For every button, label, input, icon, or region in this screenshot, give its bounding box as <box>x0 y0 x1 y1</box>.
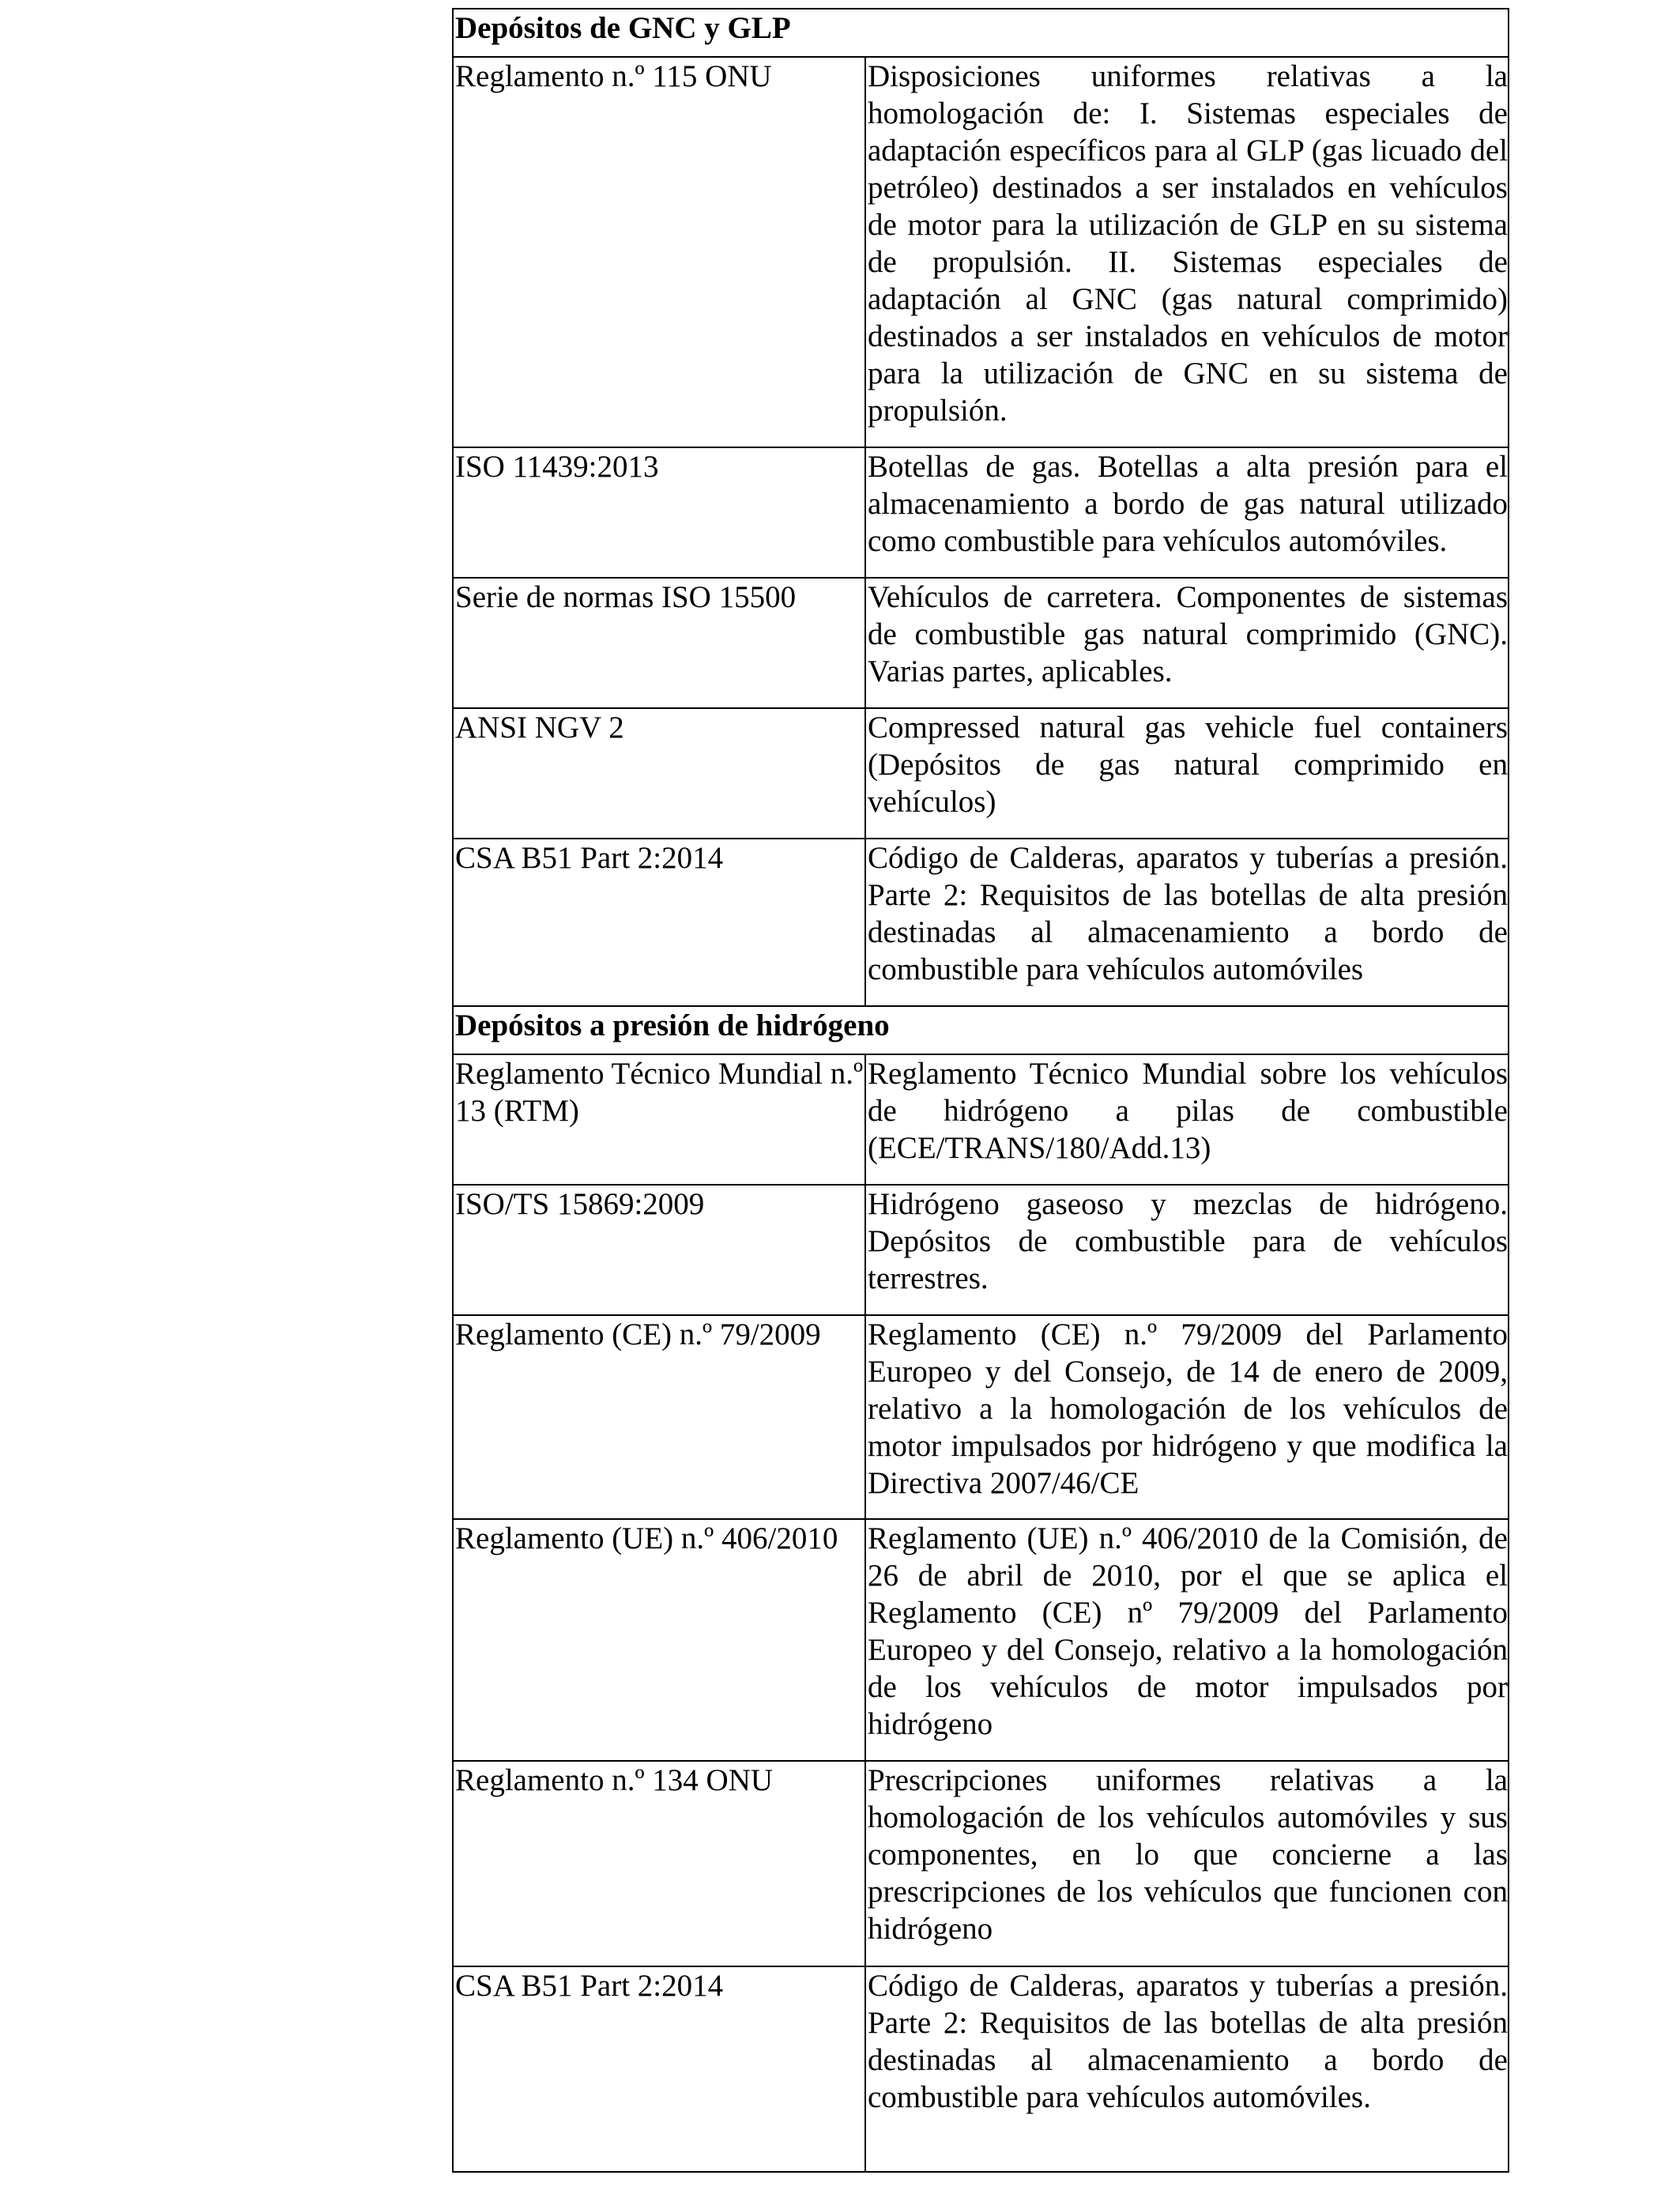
table-row <box>453 1185 1509 1315</box>
standard-description: Código de Calderas, aparatos y tuberías a presión. Parte 2: Requisitos de las botellas de alta presión destinadas al almacenamiento a bordo de combustible para vehículos automóviles <box>865 839 1509 1006</box>
table-row <box>453 57 1509 447</box>
section-title: Depósitos de GNC y GLP <box>453 9 1509 57</box>
standard-description: Código de Calderas, aparatos y tuberías a presión. Parte 2: Requisitos de las botellas de alta presión destinadas al almacenamiento a bordo de combustible para vehículos automóviles. <box>865 1966 1509 2172</box>
table-row <box>453 1315 1509 1519</box>
standard-reference: Reglamento n.º 134 ONU <box>453 1761 865 1966</box>
table-row <box>453 447 1509 578</box>
standard-reference: Reglamento n.º 115 ONU <box>453 57 865 447</box>
standard-reference: Reglamento Técnico Mundial n.º 13 (RTM) <box>453 1054 865 1185</box>
standard-description: Hidrógeno gaseoso y mezclas de hidrógeno. Depósitos de combustible para de vehículos terrestres. <box>865 1185 1509 1315</box>
standard-description: Prescripciones uniformes relativas a la homologación de los vehículos automóviles y sus componentes, en lo que concierne a las prescripciones de los vehículos que funcionen con hidrógeno <box>865 1761 1509 1966</box>
standard-description: Compressed natural gas vehicle fuel containers (Depósitos de gas natural comprimido en vehículos) <box>865 708 1509 839</box>
standard-description: Reglamento (CE) n.º 79/2009 del Parlamento Europeo y del Consejo, de 14 de enero de 2009, relativo a la homologación de los vehículos de motor impulsados por hidrógeno y que modifica la Directiva 2007/46/CE <box>865 1315 1509 1519</box>
section-header-row <box>453 1006 1509 1054</box>
table-row <box>453 1761 1509 1966</box>
standard-reference: Serie de normas ISO 15500 <box>453 578 865 708</box>
standard-description: Disposiciones uniformes relativas a la homologación de: I. Sistemas especiales de adaptación específicos para al GLP (gas licuado del petróleo) destinados a ser instalados en vehículos de motor para la utilización de GLP en su sistema de propulsión. II. Sistemas especiales de adaptación al GNC (gas natural comprimido) destinados a ser instalados en vehículos de motor para la utilización de GNC en su sistema de propulsión. <box>865 57 1509 447</box>
standard-reference: ISO/TS 15869:2009 <box>453 1185 865 1315</box>
standard-reference: Reglamento (CE) n.º 79/2009 <box>453 1315 865 1519</box>
table-row <box>453 1519 1509 1761</box>
section-header-row <box>453 9 1509 57</box>
table-row <box>453 578 1509 708</box>
table-row <box>453 839 1509 1006</box>
section-title: Depósitos a presión de hidrógeno <box>453 1006 1509 1054</box>
standard-reference: ANSI NGV 2 <box>453 708 865 839</box>
standard-reference: ISO 11439:2013 <box>453 447 865 578</box>
table-row <box>453 708 1509 839</box>
standard-description: Vehículos de carretera. Componentes de sistemas de combustible gas natural comprimido (GNC). Varias partes, aplicables. <box>865 578 1509 708</box>
standard-description: Reglamento (UE) n.º 406/2010 de la Comisión, de 26 de abril de 2010, por el que se aplica el Reglamento (CE) nº 79/2009 del Parlamento Europeo y del Consejo, relativo a la homologación de los vehículos de motor impulsados por hidrógeno <box>865 1519 1509 1761</box>
standard-reference: CSA B51 Part 2:2014 <box>453 839 865 1006</box>
table-row <box>453 1966 1509 2172</box>
standard-reference: CSA B51 Part 2:2014 <box>453 1966 865 2172</box>
standard-description: Botellas de gas. Botellas a alta presión para el almacenamiento a bordo de gas natural utilizado como combustible para vehículos automóviles. <box>865 447 1509 578</box>
standard-reference: Reglamento (UE) n.º 406/2010 <box>453 1519 865 1761</box>
table-row <box>453 1054 1509 1185</box>
standards-table <box>452 8 1509 2173</box>
standard-description: Reglamento Técnico Mundial sobre los vehículos de hidrógeno a pilas de combustible (ECE/TRANS/180/Add.13) <box>865 1054 1509 1185</box>
